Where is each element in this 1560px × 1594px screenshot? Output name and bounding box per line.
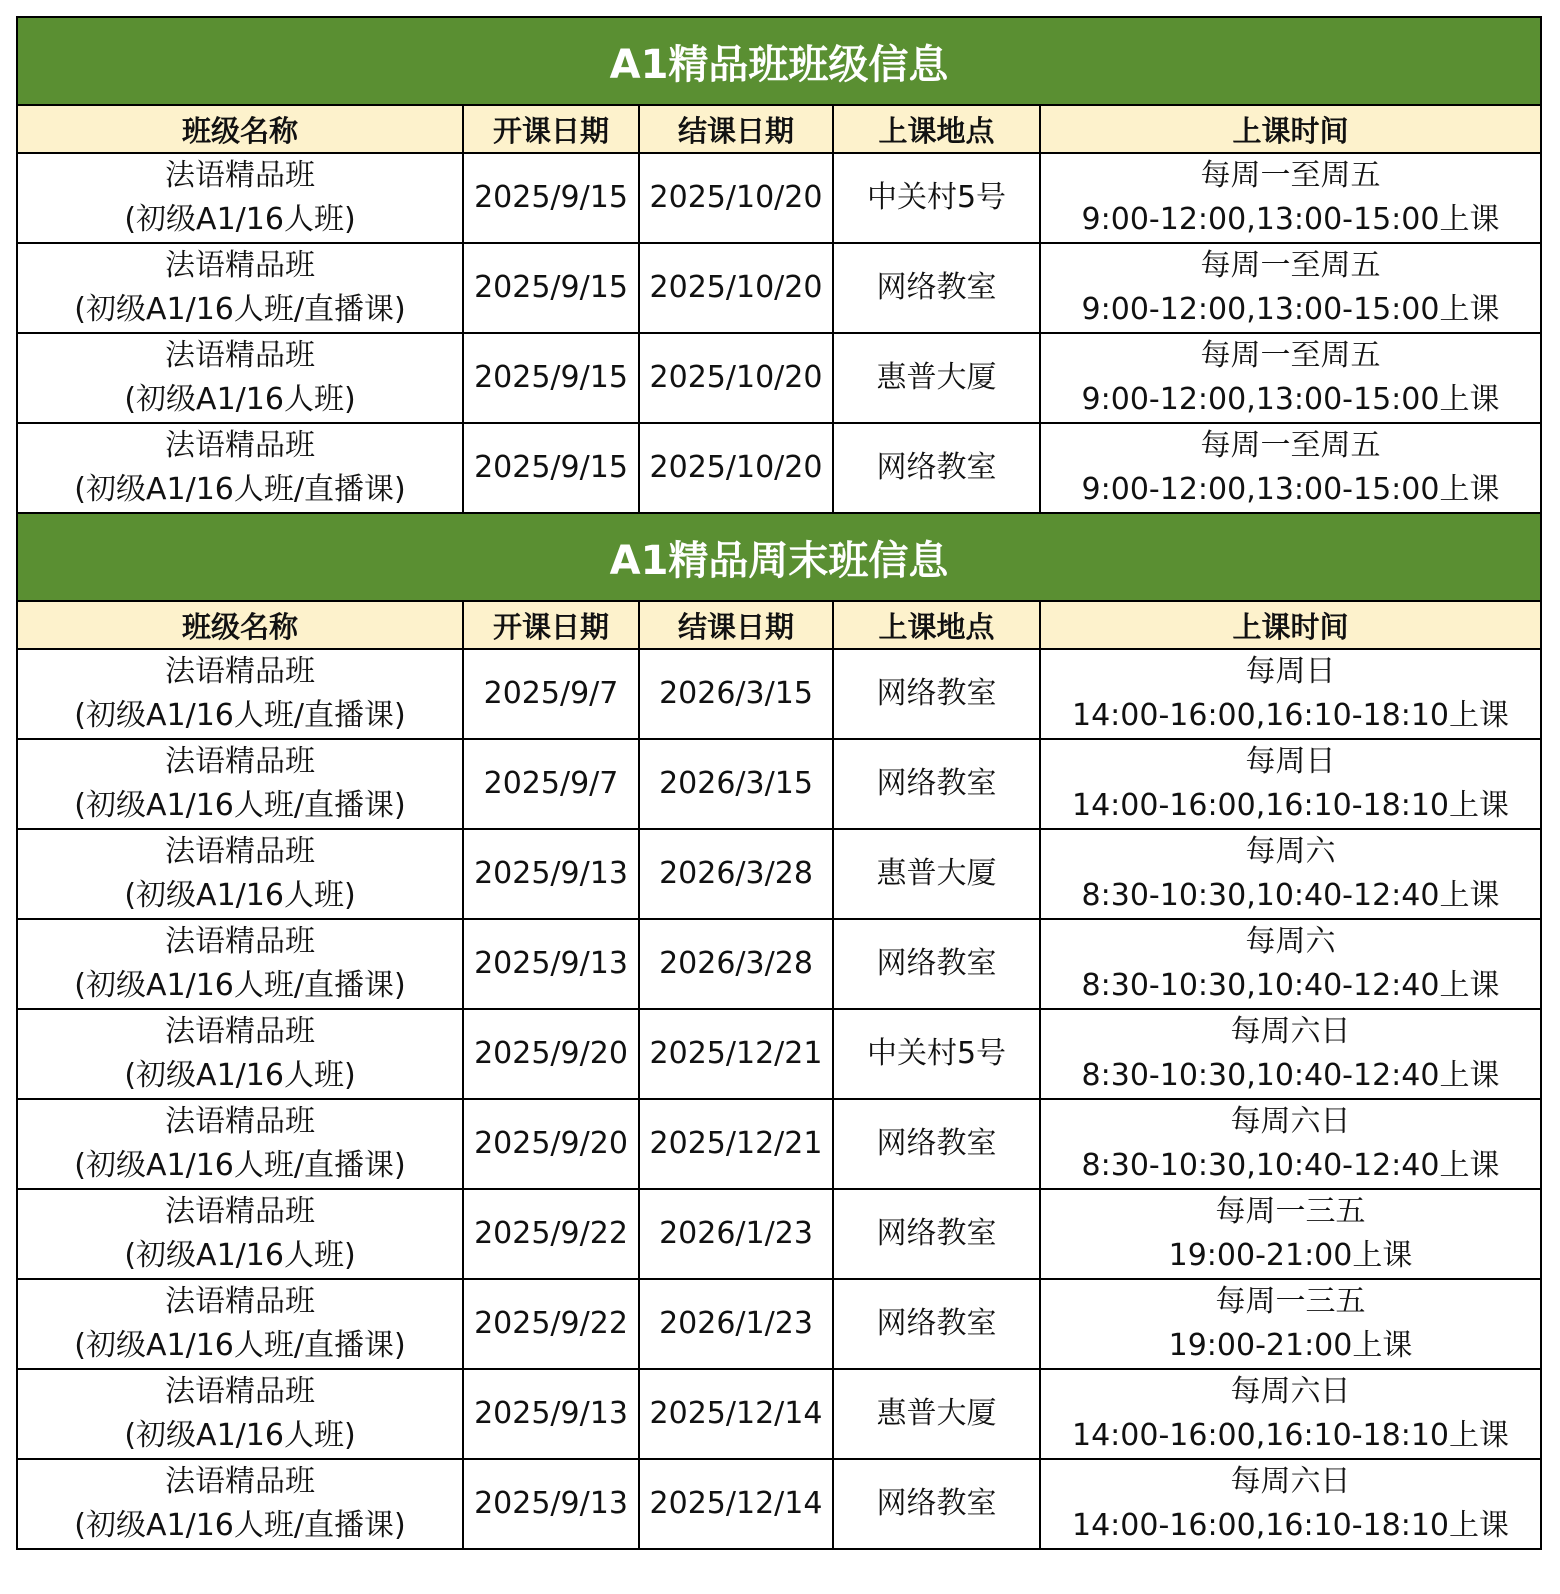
location-cell: 网络教室 [833, 243, 1040, 333]
start-date-cell: 2025/9/7 [463, 739, 639, 829]
class-hours: 9:00-12:00,13:00-15:00上课 [1081, 202, 1500, 237]
class-level: (初级A1/16人班/直播课) [74, 1148, 406, 1183]
table-row [17, 1459, 1541, 1549]
start-date-cell: 2025/9/13 [463, 829, 639, 919]
table-row [17, 1099, 1541, 1189]
class-time-cell [1040, 1279, 1541, 1369]
table-row [17, 1369, 1541, 1459]
class-days: 每周六 [1245, 924, 1336, 959]
location-cell: 惠普大厦 [833, 1369, 1040, 1459]
class-hours: 14:00-16:00,16:10-18:10上课 [1072, 788, 1510, 823]
table-row [17, 1189, 1541, 1279]
table-row [17, 1009, 1541, 1099]
end-date-cell: 2025/10/20 [639, 153, 833, 243]
end-date-cell: 2026/3/15 [639, 649, 833, 739]
start-date-cell: 2025/9/20 [463, 1099, 639, 1189]
column-header: 班级名称 [17, 601, 463, 649]
class-name: 法语精品班 [165, 1194, 315, 1229]
column-header: 班级名称 [17, 105, 463, 153]
class-name-cell [17, 1459, 463, 1549]
end-date-cell: 2026/3/15 [639, 739, 833, 829]
class-days: 每周一至周五 [1200, 428, 1381, 463]
table-row [17, 829, 1541, 919]
class-hours: 9:00-12:00,13:00-15:00上课 [1081, 382, 1500, 417]
end-date-cell: 2025/12/14 [639, 1459, 833, 1549]
class-time-cell [1040, 1369, 1541, 1459]
class-name-cell [17, 1369, 463, 1459]
class-days: 每周一至周五 [1200, 248, 1381, 283]
class-level: (初级A1/16人班/直播课) [74, 788, 406, 823]
class-days: 每周日 [1245, 744, 1336, 779]
class-name: 法语精品班 [165, 1284, 315, 1319]
location-cell: 网络教室 [833, 649, 1040, 739]
table-row [17, 333, 1541, 423]
table-row [17, 1279, 1541, 1369]
class-level: (初级A1/16人班/直播课) [74, 1328, 406, 1363]
class-days: 每周日 [1245, 654, 1336, 689]
class-name-cell [17, 423, 463, 513]
class-name: 法语精品班 [165, 834, 315, 869]
class-time-cell [1040, 1189, 1541, 1279]
class-hours: 14:00-16:00,16:10-18:10上课 [1072, 698, 1510, 733]
class-name: 法语精品班 [165, 1014, 315, 1049]
location-cell: 惠普大厦 [833, 333, 1040, 423]
column-header: 上课时间 [1040, 105, 1541, 153]
class-name: 法语精品班 [165, 744, 315, 779]
class-level: (初级A1/16人班/直播课) [74, 292, 406, 327]
column-header-row [17, 601, 1541, 649]
class-days: 每周一三五 [1215, 1284, 1366, 1319]
end-date-cell: 2026/1/23 [639, 1279, 833, 1369]
end-date-cell: 2025/10/20 [639, 333, 833, 423]
column-header-row [17, 105, 1541, 153]
class-name-cell [17, 243, 463, 333]
column-header: 结课日期 [639, 105, 833, 153]
class-name: 法语精品班 [165, 248, 315, 283]
class-hours: 8:30-10:30,10:40-12:40上课 [1081, 968, 1500, 1003]
class-level: (初级A1/16人班/直播课) [74, 698, 406, 733]
class-name-cell [17, 919, 463, 1009]
class-hours: 9:00-12:00,13:00-15:00上课 [1081, 292, 1500, 327]
table-row [17, 423, 1541, 513]
class-name: 法语精品班 [165, 1374, 315, 1409]
end-date-cell: 2025/12/21 [639, 1099, 833, 1189]
start-date-cell: 2025/9/20 [463, 1009, 639, 1099]
class-time-cell [1040, 1009, 1541, 1099]
column-header: 上课地点 [833, 601, 1040, 649]
table-row [17, 243, 1541, 333]
class-name: 法语精品班 [165, 158, 315, 193]
class-level: (初级A1/16人班) [124, 878, 356, 913]
start-date-cell: 2025/9/15 [463, 423, 639, 513]
class-hours: 19:00-21:00上课 [1168, 1328, 1413, 1363]
class-time-cell [1040, 1459, 1541, 1549]
class-name: 法语精品班 [165, 338, 315, 373]
class-days: 每周一至周五 [1200, 338, 1381, 373]
schedule-sheet [16, 16, 1540, 1550]
location-cell: 网络教室 [833, 1279, 1040, 1369]
class-level: (初级A1/16人班) [124, 1238, 356, 1273]
class-time-cell [1040, 919, 1541, 1009]
class-time-cell [1040, 243, 1541, 333]
start-date-cell: 2025/9/13 [463, 919, 639, 1009]
class-name-cell [17, 649, 463, 739]
class-time-cell [1040, 333, 1541, 423]
end-date-cell: 2025/12/21 [639, 1009, 833, 1099]
class-level: (初级A1/16人班/直播课) [74, 472, 406, 507]
class-days: 每周六日 [1230, 1374, 1351, 1409]
column-header: 开课日期 [463, 105, 639, 153]
class-name: 法语精品班 [165, 924, 315, 959]
class-time-cell [1040, 1099, 1541, 1189]
start-date-cell: 2025/9/13 [463, 1459, 639, 1549]
class-days: 每周六日 [1230, 1104, 1351, 1139]
table-row [17, 153, 1541, 243]
end-date-cell: 2026/3/28 [639, 829, 833, 919]
class-time-cell [1040, 649, 1541, 739]
class-days: 每周一三五 [1215, 1194, 1366, 1229]
location-cell: 中关村5号 [833, 153, 1040, 243]
start-date-cell: 2025/9/15 [463, 153, 639, 243]
end-date-cell: 2025/10/20 [639, 423, 833, 513]
location-cell: 惠普大厦 [833, 829, 1040, 919]
class-days: 每周六 [1245, 834, 1336, 869]
class-days: 每周六日 [1230, 1014, 1351, 1049]
column-header: 结课日期 [639, 601, 833, 649]
class-name: 法语精品班 [165, 654, 315, 689]
class-name: 法语精品班 [165, 1104, 315, 1139]
class-level: (初级A1/16人班) [124, 1058, 356, 1093]
start-date-cell: 2025/9/13 [463, 1369, 639, 1459]
location-cell: 网络教室 [833, 1099, 1040, 1189]
class-hours: 9:00-12:00,13:00-15:00上课 [1081, 472, 1500, 507]
class-name-cell [17, 739, 463, 829]
class-level: (初级A1/16人班) [124, 1418, 356, 1453]
class-time-cell [1040, 739, 1541, 829]
location-cell: 网络教室 [833, 1189, 1040, 1279]
class-name-cell [17, 1009, 463, 1099]
class-hours: 8:30-10:30,10:40-12:40上课 [1081, 1148, 1500, 1183]
location-cell: 中关村5号 [833, 1009, 1040, 1099]
class-hours: 8:30-10:30,10:40-12:40上课 [1081, 1058, 1500, 1093]
location-cell: 网络教室 [833, 919, 1040, 1009]
class-name-cell [17, 1099, 463, 1189]
class-days: 每周六日 [1230, 1464, 1351, 1499]
table-row [17, 919, 1541, 1009]
class-name-cell [17, 1279, 463, 1369]
start-date-cell: 2025/9/7 [463, 649, 639, 739]
class-time-cell [1040, 423, 1541, 513]
column-header: 开课日期 [463, 601, 639, 649]
table-row [17, 739, 1541, 829]
section-title: A1精品周末班信息 [17, 513, 1541, 601]
section-title-row [17, 513, 1541, 601]
location-cell: 网络教室 [833, 1459, 1040, 1549]
start-date-cell: 2025/9/22 [463, 1279, 639, 1369]
class-time-cell [1040, 153, 1541, 243]
class-name-cell [17, 1189, 463, 1279]
end-date-cell: 2025/12/14 [639, 1369, 833, 1459]
location-cell: 网络教室 [833, 739, 1040, 829]
class-name: 法语精品班 [165, 1464, 315, 1499]
class-days: 每周一至周五 [1200, 158, 1381, 193]
class-level: (初级A1/16人班) [124, 202, 356, 237]
table-row [17, 649, 1541, 739]
start-date-cell: 2025/9/22 [463, 1189, 639, 1279]
location-cell: 网络教室 [833, 423, 1040, 513]
class-name: 法语精品班 [165, 428, 315, 463]
end-date-cell: 2025/10/20 [639, 243, 833, 333]
section-title-row [17, 17, 1541, 105]
start-date-cell: 2025/9/15 [463, 243, 639, 333]
end-date-cell: 2026/1/23 [639, 1189, 833, 1279]
class-name-cell [17, 153, 463, 243]
schedule-table [16, 16, 1542, 1550]
class-name-cell [17, 829, 463, 919]
end-date-cell: 2026/3/28 [639, 919, 833, 1009]
class-level: (初级A1/16人班/直播课) [74, 968, 406, 1003]
class-level: (初级A1/16人班) [124, 382, 356, 417]
section-title: A1精品班班级信息 [17, 17, 1541, 105]
start-date-cell: 2025/9/15 [463, 333, 639, 423]
class-name-cell [17, 333, 463, 423]
class-hours: 14:00-16:00,16:10-18:10上课 [1072, 1508, 1510, 1543]
class-hours: 8:30-10:30,10:40-12:40上课 [1081, 878, 1500, 913]
column-header: 上课地点 [833, 105, 1040, 153]
class-time-cell [1040, 829, 1541, 919]
column-header: 上课时间 [1040, 601, 1541, 649]
class-hours: 19:00-21:00上课 [1168, 1238, 1413, 1273]
class-level: (初级A1/16人班/直播课) [74, 1508, 406, 1543]
class-hours: 14:00-16:00,16:10-18:10上课 [1072, 1418, 1510, 1453]
